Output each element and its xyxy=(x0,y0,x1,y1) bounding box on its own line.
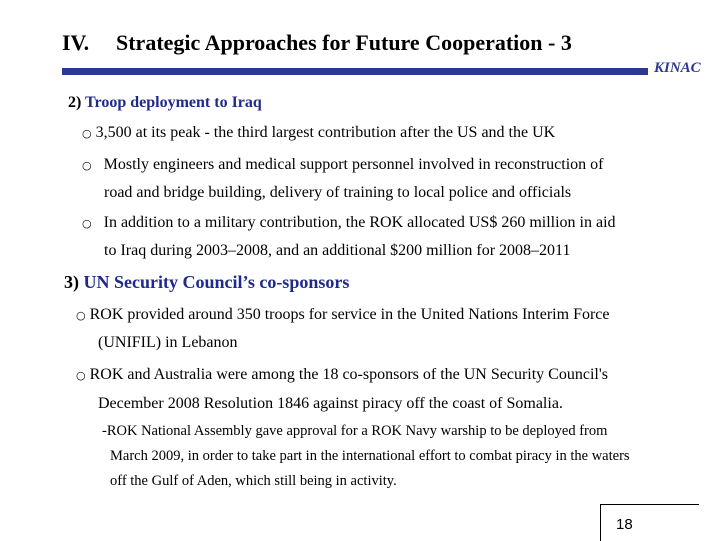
section-2-title: Troop deployment to Iraq xyxy=(85,94,262,111)
section-3-heading xyxy=(64,272,349,293)
bullet-circle-icon: ○ xyxy=(76,369,86,382)
page-number-frame xyxy=(600,504,699,541)
bullet-text: 3,500 at its peak - the third largest contribution after the US and the UK xyxy=(95,124,556,141)
bullet-circle-icon: ○ xyxy=(76,309,86,322)
sub-note-text: ROK National Assembly gave approval for a ROK Navy warship to be deployed from xyxy=(106,423,608,439)
bullet-circle-icon: ○ xyxy=(82,159,92,172)
section-2-heading xyxy=(68,94,262,112)
list-item xyxy=(82,214,616,232)
bullet-text: Mostly engineers and medical support personnel involved in reconstruction of xyxy=(103,156,604,173)
sub-note xyxy=(102,423,607,440)
list-item xyxy=(76,306,610,324)
bullet-text-continuation: December 2008 Resolution 1846 against piracy off the coast of Somalia. xyxy=(98,395,563,412)
bullet-text: In addition to a military contribution, the ROK allocated US$ 260 million in aid xyxy=(103,214,616,231)
list-item xyxy=(82,156,604,174)
section-3-title: UN Security Council’s co-sponsors xyxy=(83,272,350,292)
section-2-number: 2) xyxy=(68,94,82,111)
bullet-circle-icon: ○ xyxy=(82,217,92,230)
list-item xyxy=(76,366,608,384)
page-number: 18 xyxy=(616,516,633,533)
slide-title xyxy=(62,30,572,56)
brand-logo-text: KINAC xyxy=(654,60,701,76)
title-rule xyxy=(62,68,648,75)
bullet-text: ROK provided around 350 troops for service in the United Nations Interim Force xyxy=(89,306,610,323)
title-text: Strategic Approaches for Future Cooperation - 3 xyxy=(116,30,572,55)
bullet-text-continuation: to Iraq during 2003–2008, and an additional $200 million for 2008–2011 xyxy=(104,242,571,259)
section-3-number: 3) xyxy=(64,272,79,292)
list-item xyxy=(82,124,555,142)
bullet-text-continuation: (UNIFIL) in Lebanon xyxy=(98,334,238,351)
bullet-text: ROK and Australia were among the 18 co-sponsors of the UN Security Council's xyxy=(89,366,608,383)
title-number: IV. xyxy=(62,30,90,55)
bullet-text-continuation: road and bridge building, delivery of training to local police and officials xyxy=(104,184,572,201)
sub-note-continuation: March 2009, in order to take part in the international effort to combat piracy in the waters xyxy=(110,448,630,464)
sub-note-continuation: off the Gulf of Aden, which still being in activity. xyxy=(110,473,397,489)
bullet-circle-icon: ○ xyxy=(82,127,92,140)
sub-note-dash: - xyxy=(102,423,107,439)
